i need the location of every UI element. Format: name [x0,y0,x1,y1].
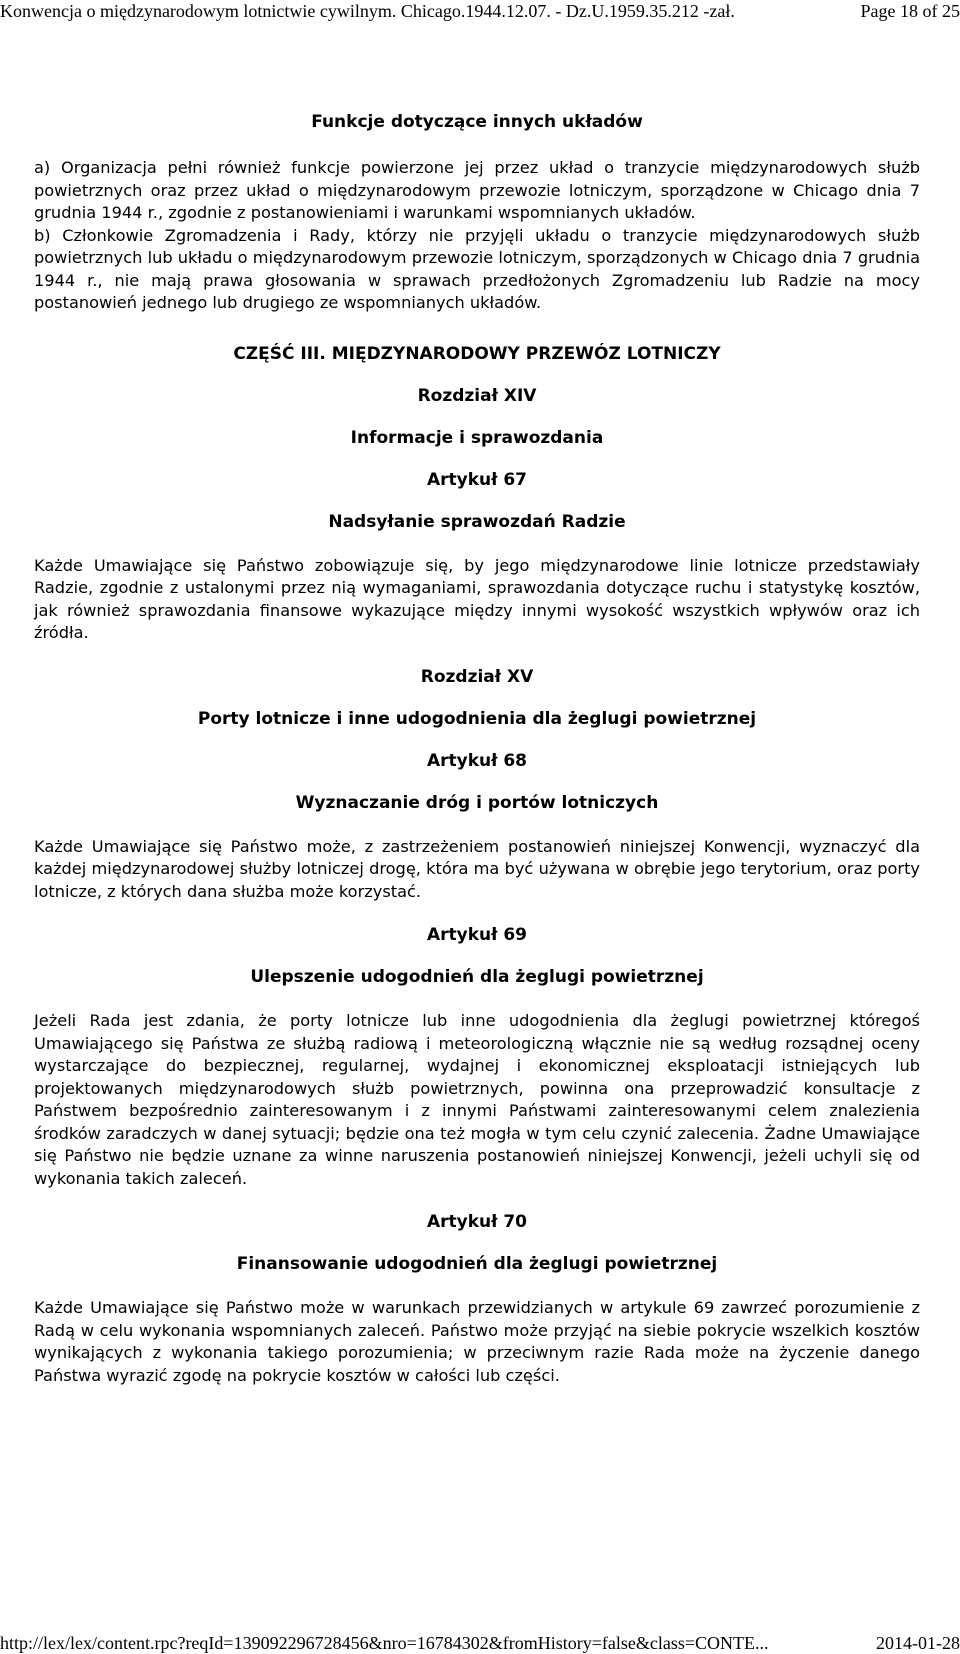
chapter-15-subtitle: Porty lotnicze i inne udogodnienia dla żeglugi powietrznej [197,708,757,729]
article-68-text: Każde Umawiające się Państwo może, z zastrzeżeniem postanowień niniejszej Konwencji, wyznaczyć dla każdej międzynarodowej służby lotniczej drogę, która ma być używana w obrębie jego terytorium, oraz porty lotnicze, z których dana służba może korzystać. [34,836,920,901]
article-69-title: Artykuł 69 [426,925,528,945]
article-68-title: Artykuł 68 [426,750,528,771]
article-67-title: Artykuł 67 [426,469,528,490]
page-header-title: Konwencja o międzynarodowym lotnictwie cywilnym. Chicago.1944.12.07. - Dz.U.1959.35.212 -zał. [0,1,735,21]
part-title: CZĘŚĆ III. MIĘDZYNARODOWY PRZEWÓZ LOTNICZY [233,343,721,364]
article-69-subtitle: Ulepszenie udogodnień dla żeglugi powietrznej [250,967,704,987]
document-content [34,112,920,1387]
article-69-text: Jeżeli Rada jest zdania, że porty lotnicze lub inne udogodnienia dla żeglugi powietrznej któregoś Umawiającego się Państwa ze służbą radiową i meteorologiczną włącznie nie są według rozsądnej oceny wystarczające do bezpiecznej, regularnej, wydajnej i ekonomicznej eksploatacji istniejących lub projektowanych międzynarodowych służb powietrznych, powinna ona przeprowadzić konsultacje z Państwem bezpośrednio zainteresowanym i z innymi Państwami zainteresowanymi celem znalezienia środków zaradczych w danej sytuacji; będzie ona też mogła w tym celu czynić zalecenia. Żadne Umawiające się Państwo nie będzie uznane za winne naruszenia postanowień niniejszej Konwencji, jeżeli uchyli się od wykonania takich zaleceń. [34,1011,920,1188]
paragraph-a: a) Organizacja pełni również funkcje powierzone jej przez układ o tranzycie międzynarodowych służb powietrznych oraz przez układ o międzynarodowym przewozie lotniczym, sporządzone w Chicago dnia 7 grudnia 1944 r., zgodnie z postanowieniami i warunkami wspomnianych układów. [34,158,920,222]
footer-date: 2014-01-28 [876,1633,960,1653]
chapter-14-title: Rozdział XIV [417,385,537,406]
article-67-text: Każde Umawiające się Państwo zobowiązuje się, by jego międzynarodowe linie lotnicze przedstawiały Radzie, zgodnie z ustalonymi przez nią wymaganiami, sprawozdania dotyczące ruchu i statystykę kosztów, jak również sprawozdania finansowe wykazujące między innymi wysokość wszystkich wpływów oraz ich źródła. [34,555,920,642]
footer-url: http://lex/lex/content.rpc?reqId=139092296728456&nro=16784302&fromHistory=false&class=CONTE... [0,1633,769,1653]
section-title: Funkcje dotyczące innych układów [311,112,643,132]
chapter-15-title: Rozdział XV [420,666,534,687]
article-67-subtitle: Nadsyłanie sprawozdań Radzie [328,511,626,532]
article-70-subtitle: Finansowanie udogodnień dla żeglugi powietrznej [236,1254,718,1274]
page-number: Page 18 of 25 [860,1,960,21]
paragraph-b: b) Członkowie Zgromadzenia i Rady, którzy nie przyjęli układu o tranzycie międzynarodowych służb powietrznych lub układu o międzynarodowym przewozie lotniczym, sporządzonych w Chicago dnia 7 grudnia 1944 r., nie mają prawa głosowania w sprawach przedłożonych Zgromadzeniu lub Radzie na mocy postanowień jednego lub drugiego ze wspomnianych układów. [34,225,920,312]
chapter-14-subtitle: Informacje i sprawozdania [350,427,604,448]
article-68-subtitle: Wyznaczanie dróg i portów lotniczych [295,792,659,813]
article-70-text: Każde Umawiające się Państwo może w warunkach przewidzianych w artykule 69 zawrzeć porozumienie z Radą w celu wykonania wspomnianych zaleceń. Państwo może przyjąć na siebie pokrycie wszelkich kosztów wynikających z wykonania takiego porozumienia; w przeciwnym razie Rada może na życzenie danego Państwa wyrazić zgodę na pokrycie kosztów w całości lub części. [34,1298,920,1385]
article-70-title: Artykuł 70 [426,1212,528,1232]
